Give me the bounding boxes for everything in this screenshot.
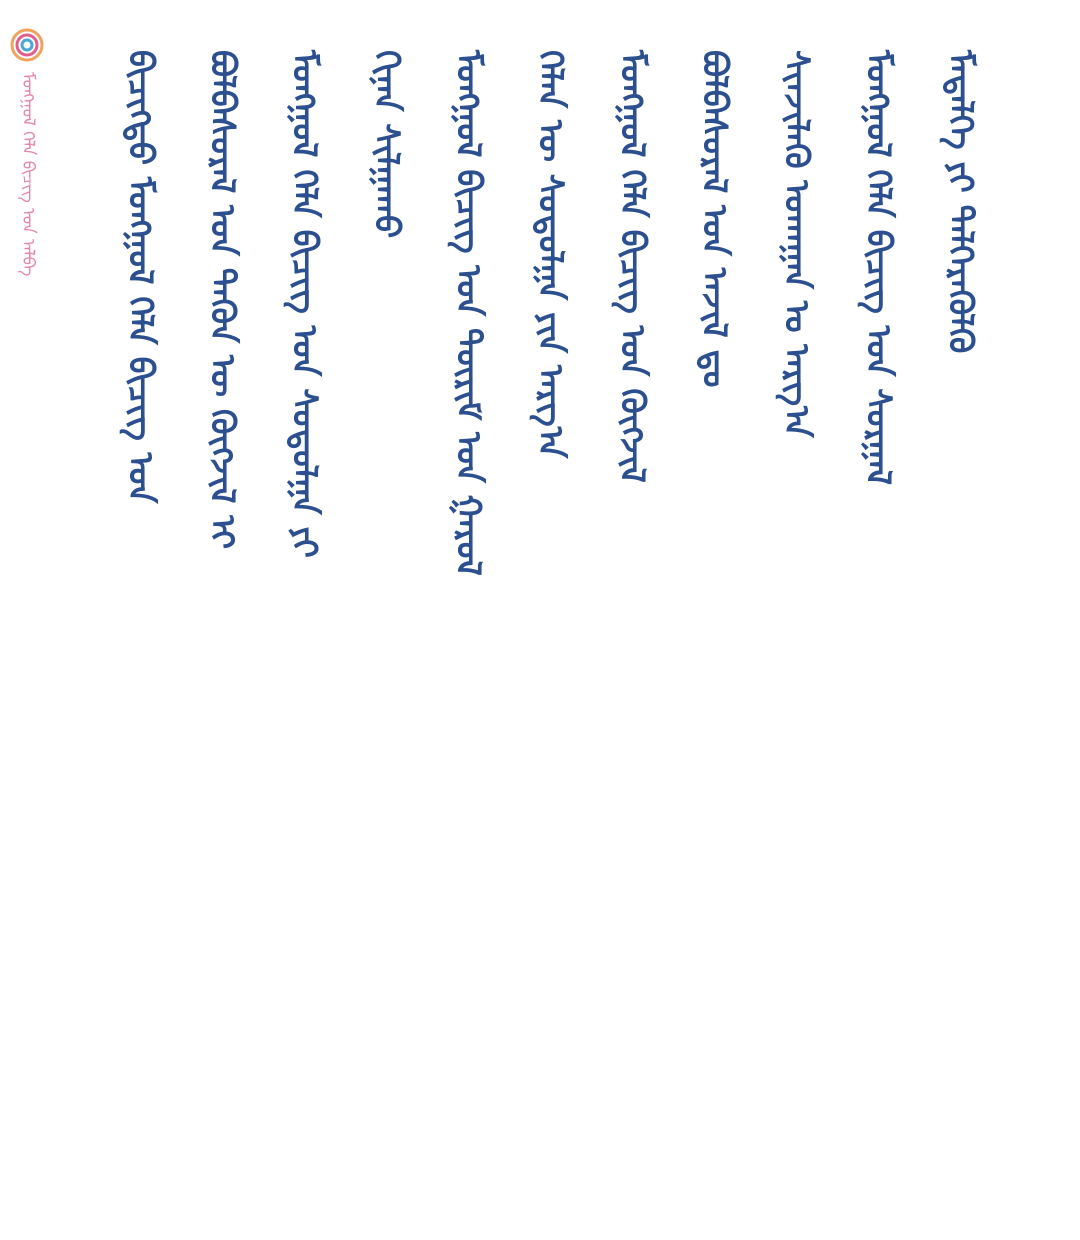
text-column: ᠪᠢᠴᠢᠭᠲᠦ ᠮᠣᠩᠭᠣᠯ ᠬᠡᠯᠡ ᠪᠢᠴᠢᠭ ᠤᠨ <box>120 50 160 504</box>
text-column: ᠮᠣᠩᠭᠣᠯ ᠪᠢᠴᠢᠭ ᠤᠨ ᠳᠦᠷᠢᠮ ᠤᠨ ᠭᠠᠷᠤᠯ <box>448 50 488 576</box>
watermark-text: ᠮᠣᠩᠭᠣᠯ ᠬᠡᠯᠡ ᠪᠢᠴᠢᠭ ᠤᠨ ᠠᠯᠪᠠ <box>18 72 38 277</box>
text-column: ᠪᠣᠯᠪᠠᠰᠤᠷᠠᠯ ᠤᠨ ᠲᠡᠭᠦᠨ ᠦ ᠬᠥᠭᠵᠢᠯ ᠢ <box>202 50 242 550</box>
text-column: ᠮᠣᠩᠭᠣᠯ ᠬᠡᠯᠡ ᠪᠢᠴᠢᠭ ᠤᠨ ᠬᠥᠭᠵᠢᠯ <box>612 50 652 483</box>
text-column: ᠰᠢᠨᠵᠢᠯᠡᠬᠦ ᠤᠬᠠᠭᠠᠨ ᠤ ᠠᠷᠭ᠎ᠠ <box>776 50 816 438</box>
text-column: ᠮᠣᠩᠭᠣᠯ ᠬᠡᠯᠡ ᠪᠢᠴᠢᠭ ᠤᠨ ᠰᠤᠳᠤᠯᠭᠠ ᠶᠢ <box>284 50 324 558</box>
text-column: ᠪᠣᠯᠪᠠᠰᠤᠷᠠᠯ ᠤᠨ ᠠᠵᠢᠯ ᠳᠤ <box>694 50 734 388</box>
text-column: ᠬᠡᠯᠡᠨ ᠦ ᠰᠤᠳᠤᠯᠭᠠ ᠶᠢᠨ ᠠᠷᠭ᠎ᠠ <box>530 50 570 459</box>
text-column: ᠮᠡᠳᠡᠯᠭᠡ ᠶᠢ ᠳᠡᠯᠭᠡᠷᠡᠭᠦᠯᠬᠦ <box>940 50 980 354</box>
text-column: ᠬᠢᠨᠠᠨ ᠰᠢᠯᠭᠠᠬᠤ <box>366 50 406 239</box>
spiral-logo-icon <box>10 28 44 62</box>
mongolian-text-body <box>110 50 990 1010</box>
text-column: ᠮᠣᠩᠭᠣᠯ ᠬᠡᠯᠡ ᠪᠢᠴᠢᠭ ᠤᠨ ᠰᠤᠷᠭᠠᠯ <box>858 50 898 486</box>
